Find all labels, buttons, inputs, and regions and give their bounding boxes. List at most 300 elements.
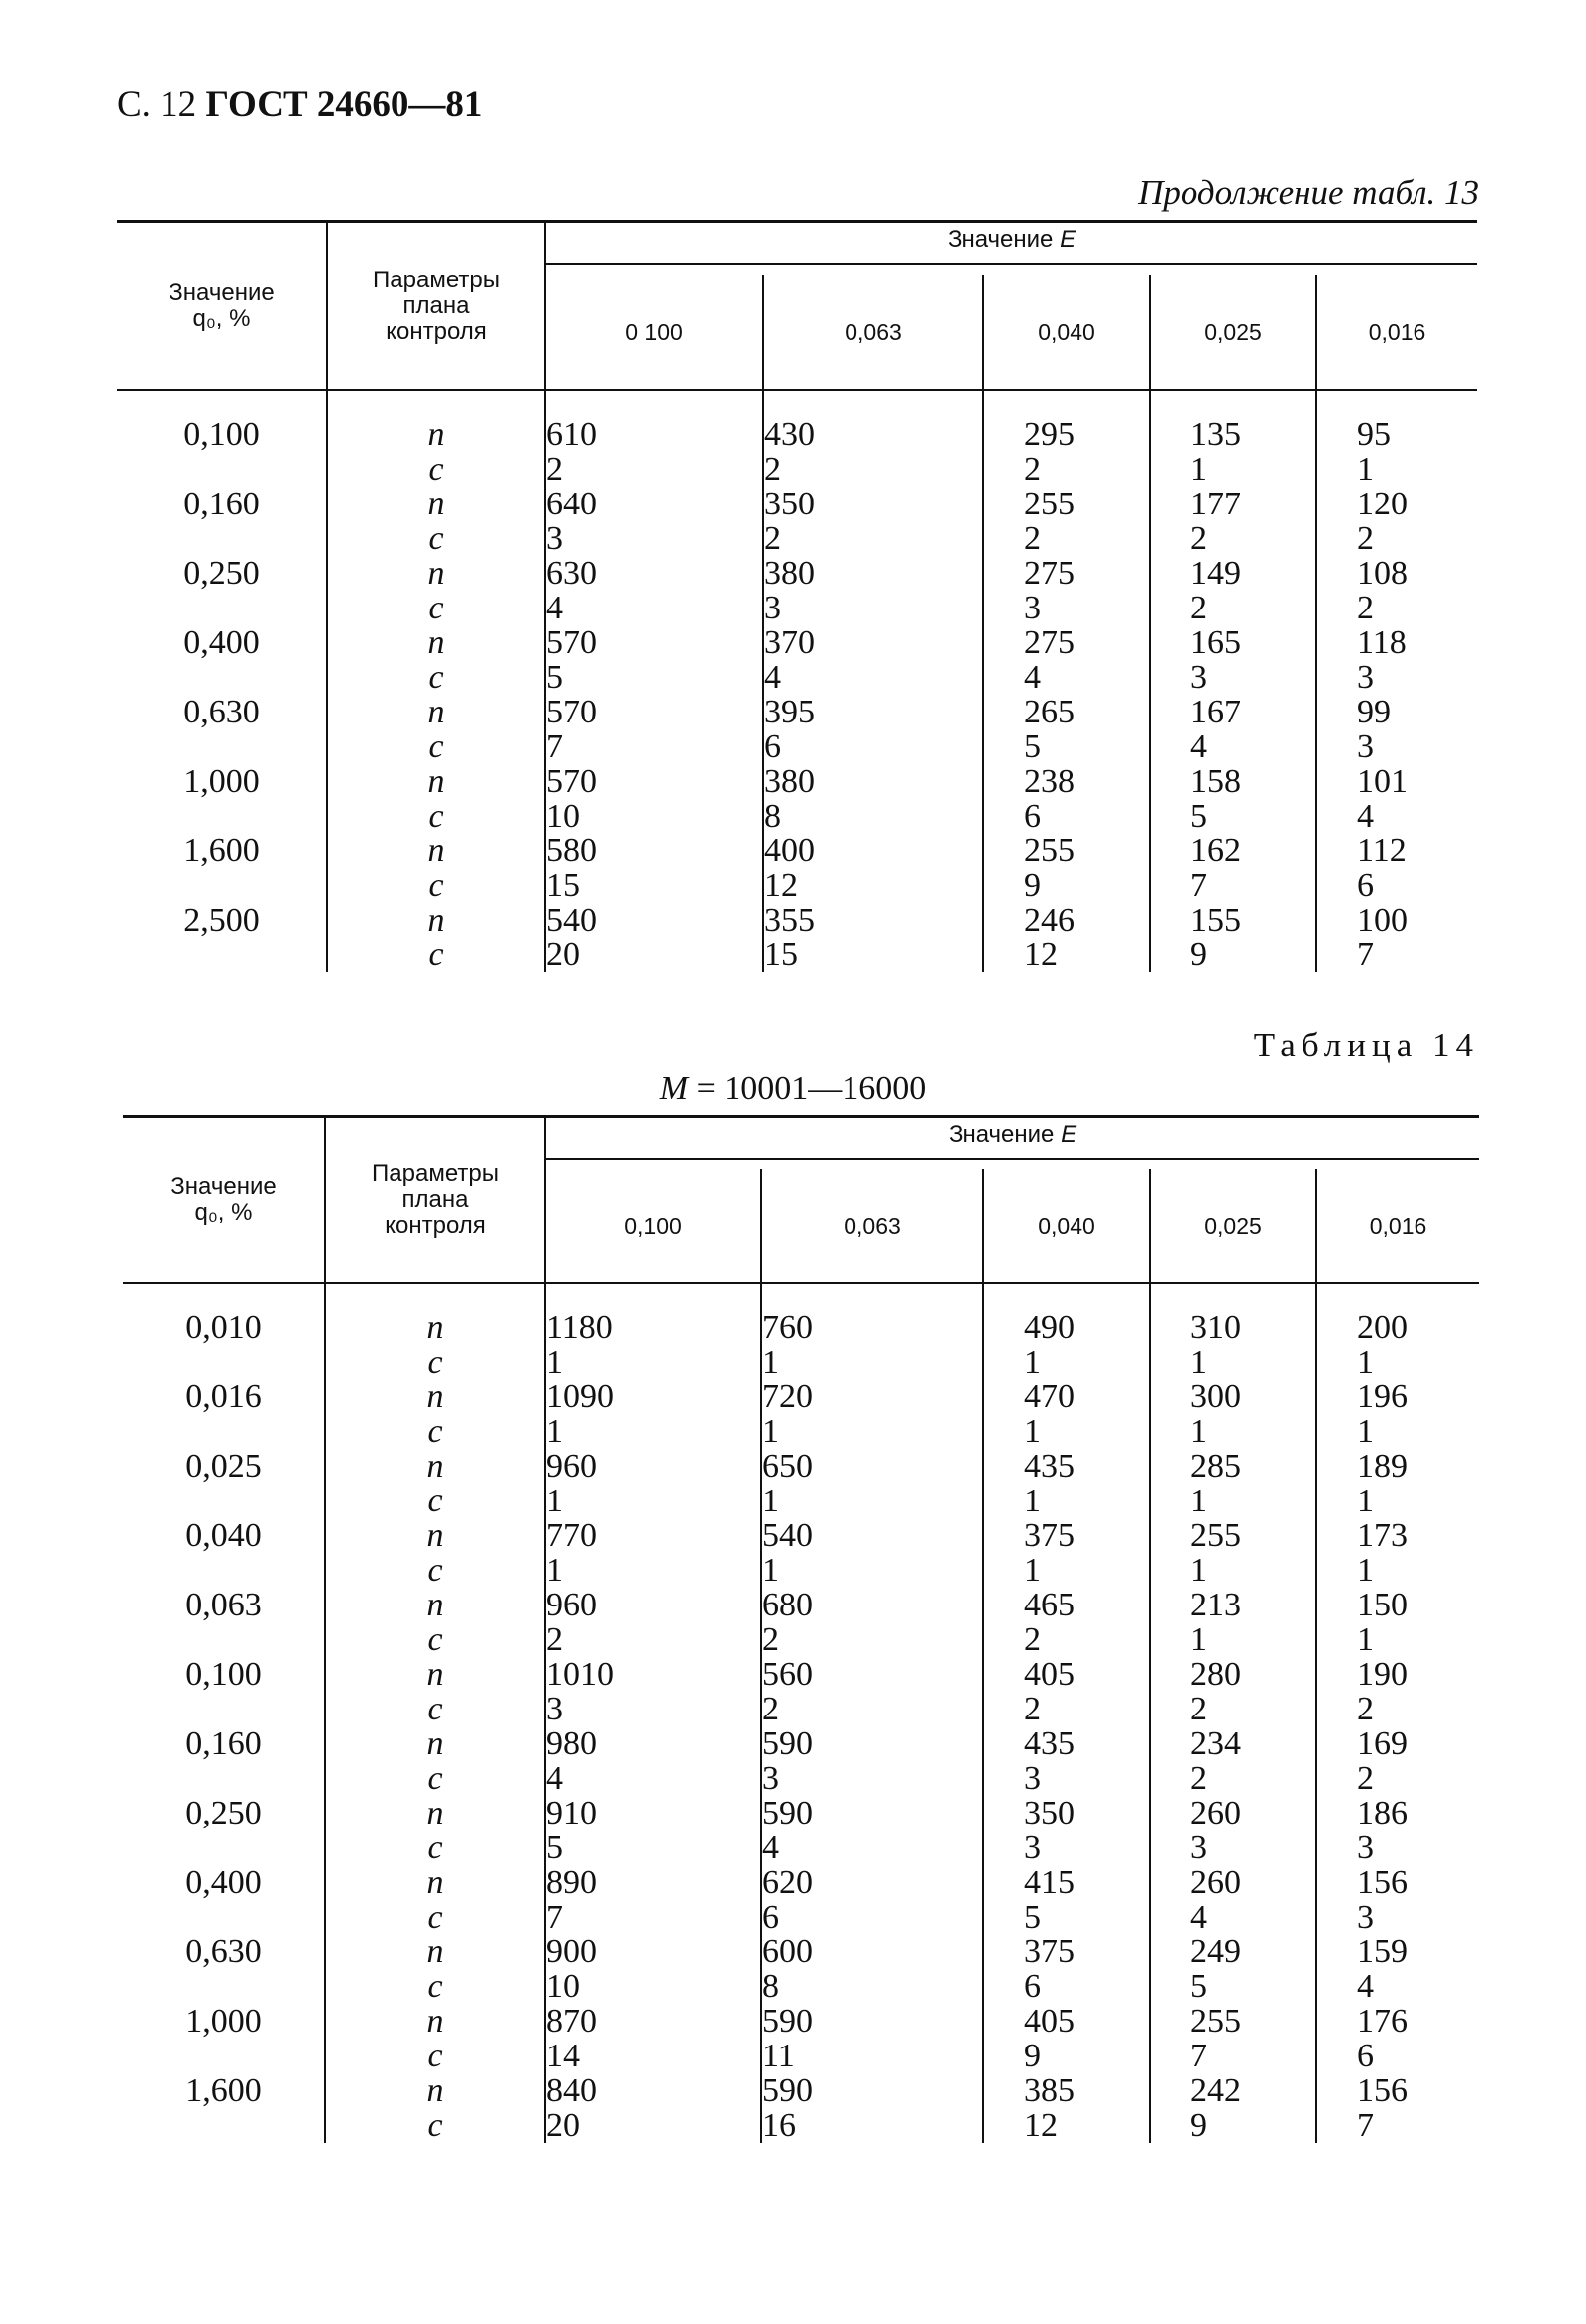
cell-value: 680 [761,1588,983,1622]
cell-value: 5 [1150,799,1316,833]
cell-value: 1180 [545,1310,761,1345]
table-row [123,1622,1479,1657]
cell-value: 2 [983,521,1150,556]
q0-value [123,1830,325,1865]
cell-value: 760 [761,1310,983,1345]
table-row [117,833,1477,868]
q0-value [123,1622,325,1657]
table-row [117,764,1477,799]
param-symbol: n [327,417,545,452]
table-row [123,1969,1479,2004]
table-row [117,452,1477,487]
param-symbol: c [327,938,545,972]
table-row [117,556,1477,591]
params-label-line1: Параметры [372,1161,499,1187]
cell-value: 3 [1316,1830,1479,1865]
cell-value: 3 [1316,1900,1479,1935]
cell-value: 265 [983,695,1150,729]
param-symbol: c [325,1484,545,1518]
cell-value: 155 [1150,903,1316,938]
e-header: Значение E [546,227,1477,265]
cell-value: 7 [545,729,763,764]
param-symbol: n [327,556,545,591]
cell-value: 242 [1150,2073,1316,2108]
cell-value: 370 [763,625,983,660]
q0-value [123,1692,325,1726]
table-row [123,1310,1479,1345]
subtitle-range: = 10001—16000 [688,1070,927,1107]
cell-value: 2 [1316,521,1477,556]
param-symbol: c [327,521,545,556]
q0-value: 2,500 [183,902,260,939]
cell-value: 4 [1316,1969,1479,2004]
table-row [123,2039,1479,2073]
q0-value [117,521,327,556]
cell-value: 3 [545,521,763,556]
cell-value: 9 [1150,2108,1316,2143]
table-row [123,1657,1479,1692]
cell-value: 7 [1316,938,1477,972]
cell-value: 4 [763,660,983,695]
q0-value [123,2108,325,2143]
cell-value: 1090 [545,1380,761,1414]
q0-value [117,452,327,487]
cell-value: 1 [761,1414,983,1449]
param-symbol: c [327,799,545,833]
q0-value: 0,063 [185,1587,262,1623]
cell-value: 1 [545,1484,761,1518]
q0-value: 0,010 [185,1309,262,1346]
cell-value: 1 [1316,1484,1479,1518]
q0-value [123,1900,325,1935]
cell-value: 570 [545,695,763,729]
cell-value: 375 [983,1935,1150,1969]
cell-value: 590 [761,1796,983,1830]
cell-value: 2 [983,452,1150,487]
cell-value: 95 [1316,417,1477,452]
table-row [117,729,1477,764]
param-symbol: n [325,2004,545,2039]
e-value-header: 0,063 [763,275,983,390]
cell-value: 4 [761,1830,983,1865]
cell-value: 1 [761,1484,983,1518]
table-row [123,1692,1479,1726]
cell-value: 3 [545,1692,761,1726]
cell-value: 150 [1316,1588,1479,1622]
cell-value: 4 [1150,1900,1316,1935]
cell-value: 1 [1150,1553,1316,1588]
param-symbol: c [327,591,545,625]
e-header-cell [545,1117,1479,1170]
cell-value: 2 [1150,1761,1316,1796]
cell-value: 246 [983,903,1150,938]
table14-subtitle [0,1070,1586,1108]
cell-value: 435 [983,1449,1150,1484]
e-value-header: 0,063 [761,1169,983,1283]
cell-value: 405 [983,1657,1150,1692]
cell-value: 590 [761,2073,983,2108]
cell-value: 640 [545,487,763,521]
cell-value: 295 [983,417,1150,452]
cell-value: 15 [763,938,983,972]
param-symbol: n [325,1865,545,1900]
cell-value: 3 [761,1761,983,1796]
param-symbol: n [327,903,545,938]
e-value-header: 0,040 [983,1169,1150,1283]
q0-value [117,591,327,625]
cell-value: 1 [761,1345,983,1380]
cell-value: 630 [545,556,763,591]
param-symbol: c [325,1345,545,1380]
cell-value: 285 [1150,1449,1316,1484]
table-row [123,2073,1479,2108]
cell-value: 870 [545,2004,761,2039]
cell-value: 355 [763,903,983,938]
cell-value: 580 [545,833,763,868]
param-symbol: n [325,1657,545,1692]
q0-value [123,1484,325,1518]
cell-value: 6 [983,799,1150,833]
q0-value: 0,630 [183,694,260,730]
q0-label-line2: q₀, % [192,305,251,332]
cell-value: 540 [545,903,763,938]
cell-value: 840 [545,2073,761,2108]
param-symbol: c [325,1761,545,1796]
table-row [117,521,1477,556]
cell-value: 2 [1150,1692,1316,1726]
table-row [123,2004,1479,2039]
param-symbol: c [325,1900,545,1935]
cell-value: 900 [545,1935,761,1969]
q0-value: 0,100 [185,1656,262,1693]
cell-value: 156 [1316,1865,1479,1900]
cell-value: 5 [983,1900,1150,1935]
table-row [117,487,1477,521]
cell-value: 570 [545,625,763,660]
q0-value [117,799,327,833]
cell-value: 177 [1150,487,1316,521]
column-header-params [327,222,545,391]
q0-value: 0,250 [185,1795,262,1831]
table-row [123,1726,1479,1761]
cell-value: 14 [545,2039,761,2073]
e-value-header: 0,016 [1316,275,1477,390]
cell-value: 960 [545,1449,761,1484]
cell-value: 6 [983,1969,1150,2004]
cell-value: 590 [761,2004,983,2039]
cell-value: 2 [763,452,983,487]
cell-value: 720 [761,1380,983,1414]
q0-value [117,938,327,972]
cell-value: 4 [1316,799,1477,833]
table-row [123,1484,1479,1518]
params-label-line3: контроля [385,1212,486,1239]
cell-value: 1 [1150,1622,1316,1657]
cell-value: 3 [983,1830,1150,1865]
cell-value: 3 [763,591,983,625]
q0-value: 0,630 [185,1934,262,1970]
cell-value: 7 [545,1900,761,1935]
cell-value: 385 [983,2073,1150,2108]
cell-value: 1 [983,1345,1150,1380]
table-14 [123,1115,1479,2143]
cell-value: 112 [1316,833,1477,868]
cell-value: 560 [761,1657,983,1692]
q0-value [117,868,327,903]
cell-value: 910 [545,1796,761,1830]
table-row [123,1414,1479,1449]
q0-label-line1: Значение [170,1173,277,1200]
e-value-header: 0,100 [545,1169,761,1283]
cell-value: 2 [1316,1761,1479,1796]
q0-value: 0,100 [183,416,260,453]
cell-value: 213 [1150,1588,1316,1622]
param-symbol: c [327,660,545,695]
table-row [123,1449,1479,1484]
cell-value: 255 [983,487,1150,521]
cell-value: 1 [983,1553,1150,1588]
param-symbol: c [325,1692,545,1726]
cell-value: 2 [545,452,763,487]
param-symbol: n [327,764,545,799]
cell-value: 380 [763,764,983,799]
table-row [117,625,1477,660]
cell-value: 10 [545,1969,761,2004]
cell-value: 8 [761,1969,983,2004]
table-row [117,938,1477,972]
cell-value: 350 [763,487,983,521]
q0-value [123,1345,325,1380]
q0-value: 1,600 [183,832,260,869]
table-row [117,695,1477,729]
cell-value: 10 [545,799,763,833]
cell-value: 196 [1316,1380,1479,1414]
table-row [123,1796,1479,1830]
params-label-line3: контроля [386,318,487,345]
param-symbol: n [325,1380,545,1414]
cell-value: 176 [1316,2004,1479,2039]
cell-value: 238 [983,764,1150,799]
cell-value: 1 [1316,1553,1479,1588]
cell-value: 1 [545,1345,761,1380]
q0-value: 1,000 [185,2003,262,2040]
cell-value: 99 [1316,695,1477,729]
cell-value: 3 [1150,1830,1316,1865]
param-symbol: c [325,1969,545,2004]
param-symbol: n [325,1726,545,1761]
table13-caption: Продолжение табл. 13 [1138,173,1479,212]
cell-value: 1010 [545,1657,761,1692]
table-row [123,1761,1479,1796]
cell-value: 4 [1150,729,1316,764]
cell-value: 2 [545,1622,761,1657]
cell-value: 1 [983,1484,1150,1518]
param-symbol: n [327,695,545,729]
table-row [123,1830,1479,1865]
cell-value: 600 [761,1935,983,1969]
cell-value: 186 [1316,1796,1479,1830]
q0-value: 0,160 [185,1725,262,1762]
cell-value: 15 [545,868,763,903]
table-row [117,868,1477,903]
cell-value: 200 [1316,1310,1479,1345]
cell-value: 7 [1150,868,1316,903]
cell-value: 435 [983,1726,1150,1761]
cell-value: 249 [1150,1935,1316,1969]
cell-value: 3 [1316,660,1477,695]
cell-value: 156 [1316,2073,1479,2108]
cell-value: 255 [1150,1518,1316,1553]
cell-value: 3 [983,591,1150,625]
param-symbol: n [325,2073,545,2108]
subtitle-variable: M [659,1070,689,1107]
q0-value: 0,400 [185,1864,262,1901]
cell-value: 2 [983,1622,1150,1657]
q0-value [123,1761,325,1796]
cell-value: 6 [761,1900,983,1935]
q0-label-line1: Значение [169,279,275,306]
param-symbol: n [325,1796,545,1830]
cell-value: 2 [983,1692,1150,1726]
param-symbol: c [327,452,545,487]
table14-caption: Таблица 14 [1253,1026,1479,1064]
cell-value: 395 [763,695,983,729]
param-symbol: n [325,1310,545,1345]
cell-value: 375 [983,1518,1150,1553]
table-row [117,903,1477,938]
q0-value: 1,000 [183,763,260,800]
cell-value: 1 [545,1414,761,1449]
cell-value: 255 [1150,2004,1316,2039]
q0-value [123,2039,325,2073]
cell-value: 120 [1316,487,1477,521]
q0-label-line2: q₀, % [194,1199,253,1226]
cell-value: 3 [1316,729,1477,764]
table-row [123,1553,1479,1588]
cell-value: 169 [1316,1726,1479,1761]
cell-value: 405 [983,2004,1150,2039]
cell-value: 280 [1150,1657,1316,1692]
cell-value: 770 [545,1518,761,1553]
cell-value: 234 [1150,1726,1316,1761]
cell-value: 5 [1150,1969,1316,2004]
table-row [117,591,1477,625]
cell-value: 167 [1150,695,1316,729]
cell-value: 8 [763,799,983,833]
cell-value: 4 [545,1761,761,1796]
cell-value: 310 [1150,1310,1316,1345]
q0-value: 0,040 [185,1517,262,1554]
cell-value: 1 [1316,1345,1479,1380]
cell-value: 7 [1316,2108,1479,2143]
cell-value: 1 [1316,1414,1479,1449]
cell-value: 260 [1150,1796,1316,1830]
cell-value: 650 [761,1449,983,1484]
cell-value: 1 [761,1553,983,1588]
cell-value: 1 [1150,452,1316,487]
cell-value: 415 [983,1865,1150,1900]
params-label-line1: Параметры [373,267,500,293]
cell-value: 12 [763,868,983,903]
cell-value: 100 [1316,903,1477,938]
table-row [123,1935,1479,1969]
table-row [123,1900,1479,1935]
param-symbol: n [325,1935,545,1969]
table-row [123,1380,1479,1414]
params-label-line2: плана [401,1186,469,1213]
e-value-header: 0,040 [983,275,1150,390]
q0-value: 0,025 [185,1448,262,1485]
q0-value: 0,016 [185,1379,262,1415]
param-symbol: c [325,1553,545,1588]
cell-value: 610 [545,417,763,452]
cell-value: 1 [1150,1345,1316,1380]
e-header-cell [545,222,1477,276]
cell-value: 9 [983,868,1150,903]
cell-value: 9 [983,2039,1150,2073]
q0-value: 0,250 [183,555,260,592]
cell-value: 173 [1316,1518,1479,1553]
cell-value: 108 [1316,556,1477,591]
cell-value: 2 [1150,591,1316,625]
cell-value: 465 [983,1588,1150,1622]
cell-value: 158 [1150,764,1316,799]
cell-value: 6 [1316,2039,1479,2073]
column-header-params [325,1117,545,1284]
cell-value: 162 [1150,833,1316,868]
cell-value: 5 [545,660,763,695]
cell-value: 165 [1150,625,1316,660]
param-symbol: c [325,1414,545,1449]
cell-value: 540 [761,1518,983,1553]
table-row [123,1345,1479,1380]
cell-value: 159 [1316,1935,1479,1969]
cell-value: 118 [1316,625,1477,660]
column-header-q0 [123,1117,325,1284]
cell-value: 12 [983,938,1150,972]
cell-value: 11 [761,2039,983,2073]
table-row [123,2108,1479,2143]
cell-value: 255 [983,833,1150,868]
q0-value: 0,160 [183,486,260,522]
page-header [117,83,482,126]
e-value-header: 0,025 [1150,275,1316,390]
cell-value: 960 [545,1588,761,1622]
q0-value: 0,400 [183,624,260,661]
e-value-header: 0 100 [545,275,763,390]
param-symbol: c [325,1830,545,1865]
cell-value: 400 [763,833,983,868]
table-row [123,1588,1479,1622]
q0-value: 1,600 [185,2072,262,2109]
table-row [117,799,1477,833]
cell-value: 9 [1150,938,1316,972]
cell-value: 3 [983,1761,1150,1796]
cell-value: 1 [1316,452,1477,487]
param-symbol: n [325,1518,545,1553]
cell-value: 6 [1316,868,1477,903]
cell-value: 149 [1150,556,1316,591]
cell-value: 1 [983,1414,1150,1449]
param-symbol: c [325,2108,545,2143]
cell-value: 430 [763,417,983,452]
cell-value: 1 [1316,1622,1479,1657]
cell-value: 590 [761,1726,983,1761]
e-value-header: 0,016 [1316,1169,1479,1283]
cell-value: 1 [1150,1484,1316,1518]
cell-value: 890 [545,1865,761,1900]
e-header: Значение E [546,1122,1479,1160]
